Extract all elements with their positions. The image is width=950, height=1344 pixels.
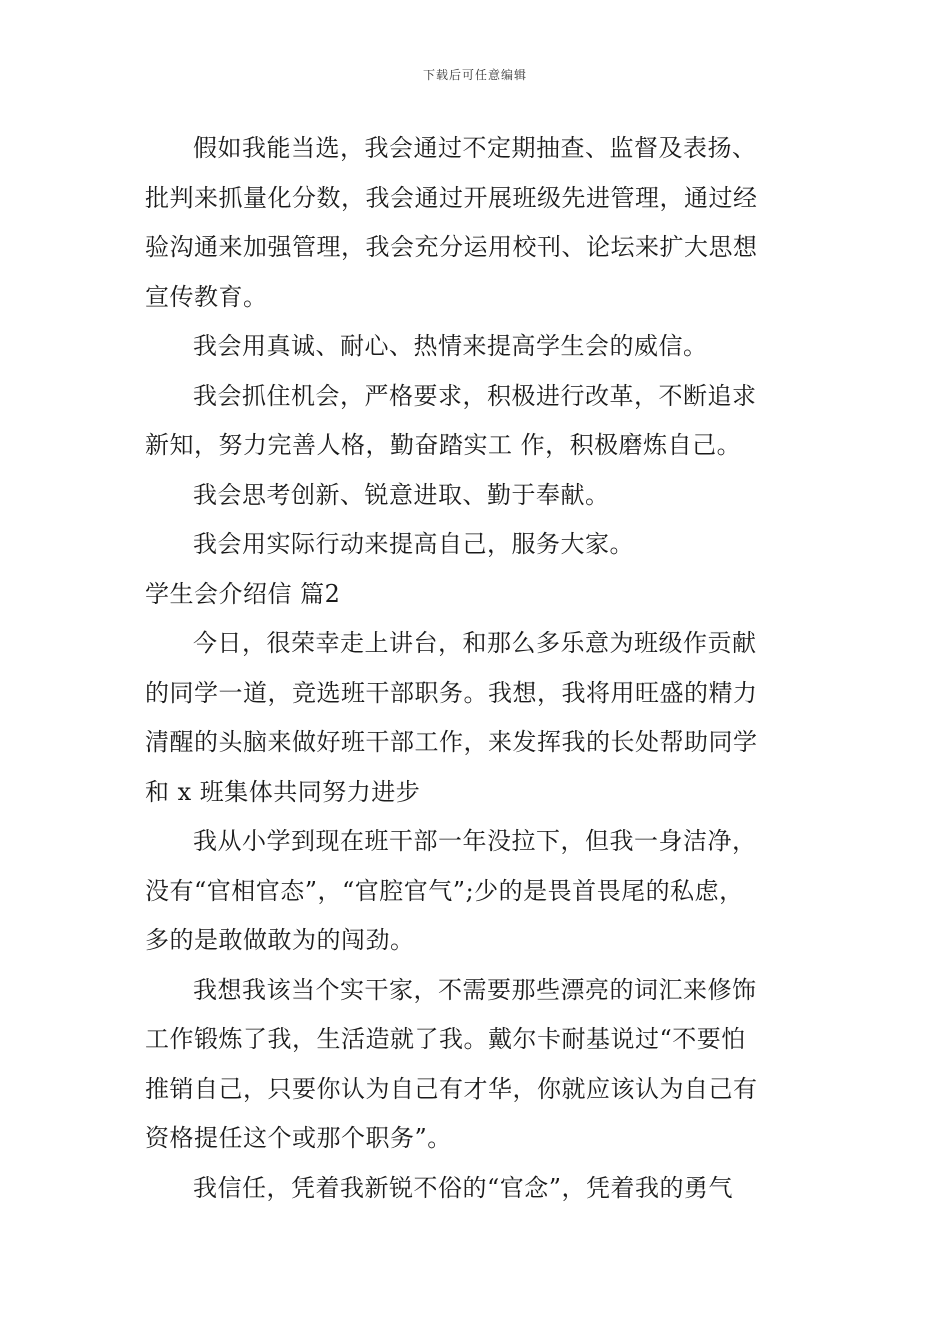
- document-body: [145, 124, 835, 1213]
- paragraph-line: 我会抓住机会，严格要求，积极进行改革，不断追求: [193, 381, 757, 410]
- paragraph-line: 我信任，凭着我新锐不俗的“官念”，凭着我的勇气: [193, 1173, 734, 1202]
- paragraph-8: [145, 966, 835, 1164]
- paragraph-line: 多的是敢做敢为的闯劲。: [145, 926, 415, 954]
- paragraph-line: 宣传教育。: [145, 282, 268, 311]
- paragraph-4: [145, 471, 835, 521]
- paragraph-line: 今日，很荣幸走上讲台，和那么多乐意为班级作贡献: [193, 629, 757, 657]
- paragraph-line: 没有“官相官态”，“官腔官气”;少的是畏首畏尾的私虑，: [145, 876, 744, 905]
- paragraph-line: 批判来抓量化分数，我会通过开展班级先进管理，通过经: [145, 183, 758, 212]
- paragraph-line: 我会用实际行动来提高自己，服务大家。: [193, 530, 634, 558]
- paragraph-line: 和 x 班集体共同努力进步: [145, 777, 421, 806]
- paragraph-line: 资格提任这个或那个职务”。: [145, 1124, 452, 1152]
- paragraph-line: 我会思考创新、锐意进取、勤于奉献。: [193, 480, 610, 509]
- paragraph-line: 我从小学到现在班干部一年没拉下，但我一身洁净，: [193, 827, 757, 855]
- paragraph-line: 我会用真诚、耐心、热情来提高学生会的威信。: [193, 332, 708, 360]
- paragraph-line: 清醒的头脑来做好班干部工作，来发挥我的长处帮助同学: [145, 728, 758, 756]
- paragraph-3: [145, 372, 835, 471]
- paragraph-line: 新知，努力完善人格，勤奋踏实工 作，积极磨炼自己。: [145, 431, 742, 459]
- paragraph-line: 假如我能当选，我会通过不定期抽查、监督及表扬、: [193, 134, 757, 162]
- section-heading: [145, 570, 835, 620]
- paragraph-5: [145, 520, 835, 570]
- paragraph-2: [145, 322, 835, 372]
- paragraph-line: 我想我该当个实干家，不需要那些漂亮的词汇来修饰: [193, 975, 757, 1004]
- paragraph-line: 推销自己，只要你认为自己有才华，你就应该认为自己有: [145, 1074, 758, 1103]
- paragraph-1: [145, 124, 835, 322]
- page-header-note: 下载后可任意编辑: [422, 68, 527, 82]
- paragraph-7: [145, 817, 835, 966]
- paragraph-6: [145, 619, 835, 817]
- paragraph-line: 工作锻炼了我，生活造就了我。戴尔卡耐基说过“不要怕: [145, 1025, 746, 1053]
- section-heading-text: 学生会介绍信 篇2: [145, 579, 341, 608]
- paragraph-line: 验沟通来加强管理，我会充分运用校刊、论坛来扩大思想: [145, 233, 758, 261]
- paragraph-9: [145, 1164, 835, 1214]
- paragraph-line: 的同学一道，竞选班干部职务。我想，我将用旺盛的精力: [145, 678, 758, 707]
